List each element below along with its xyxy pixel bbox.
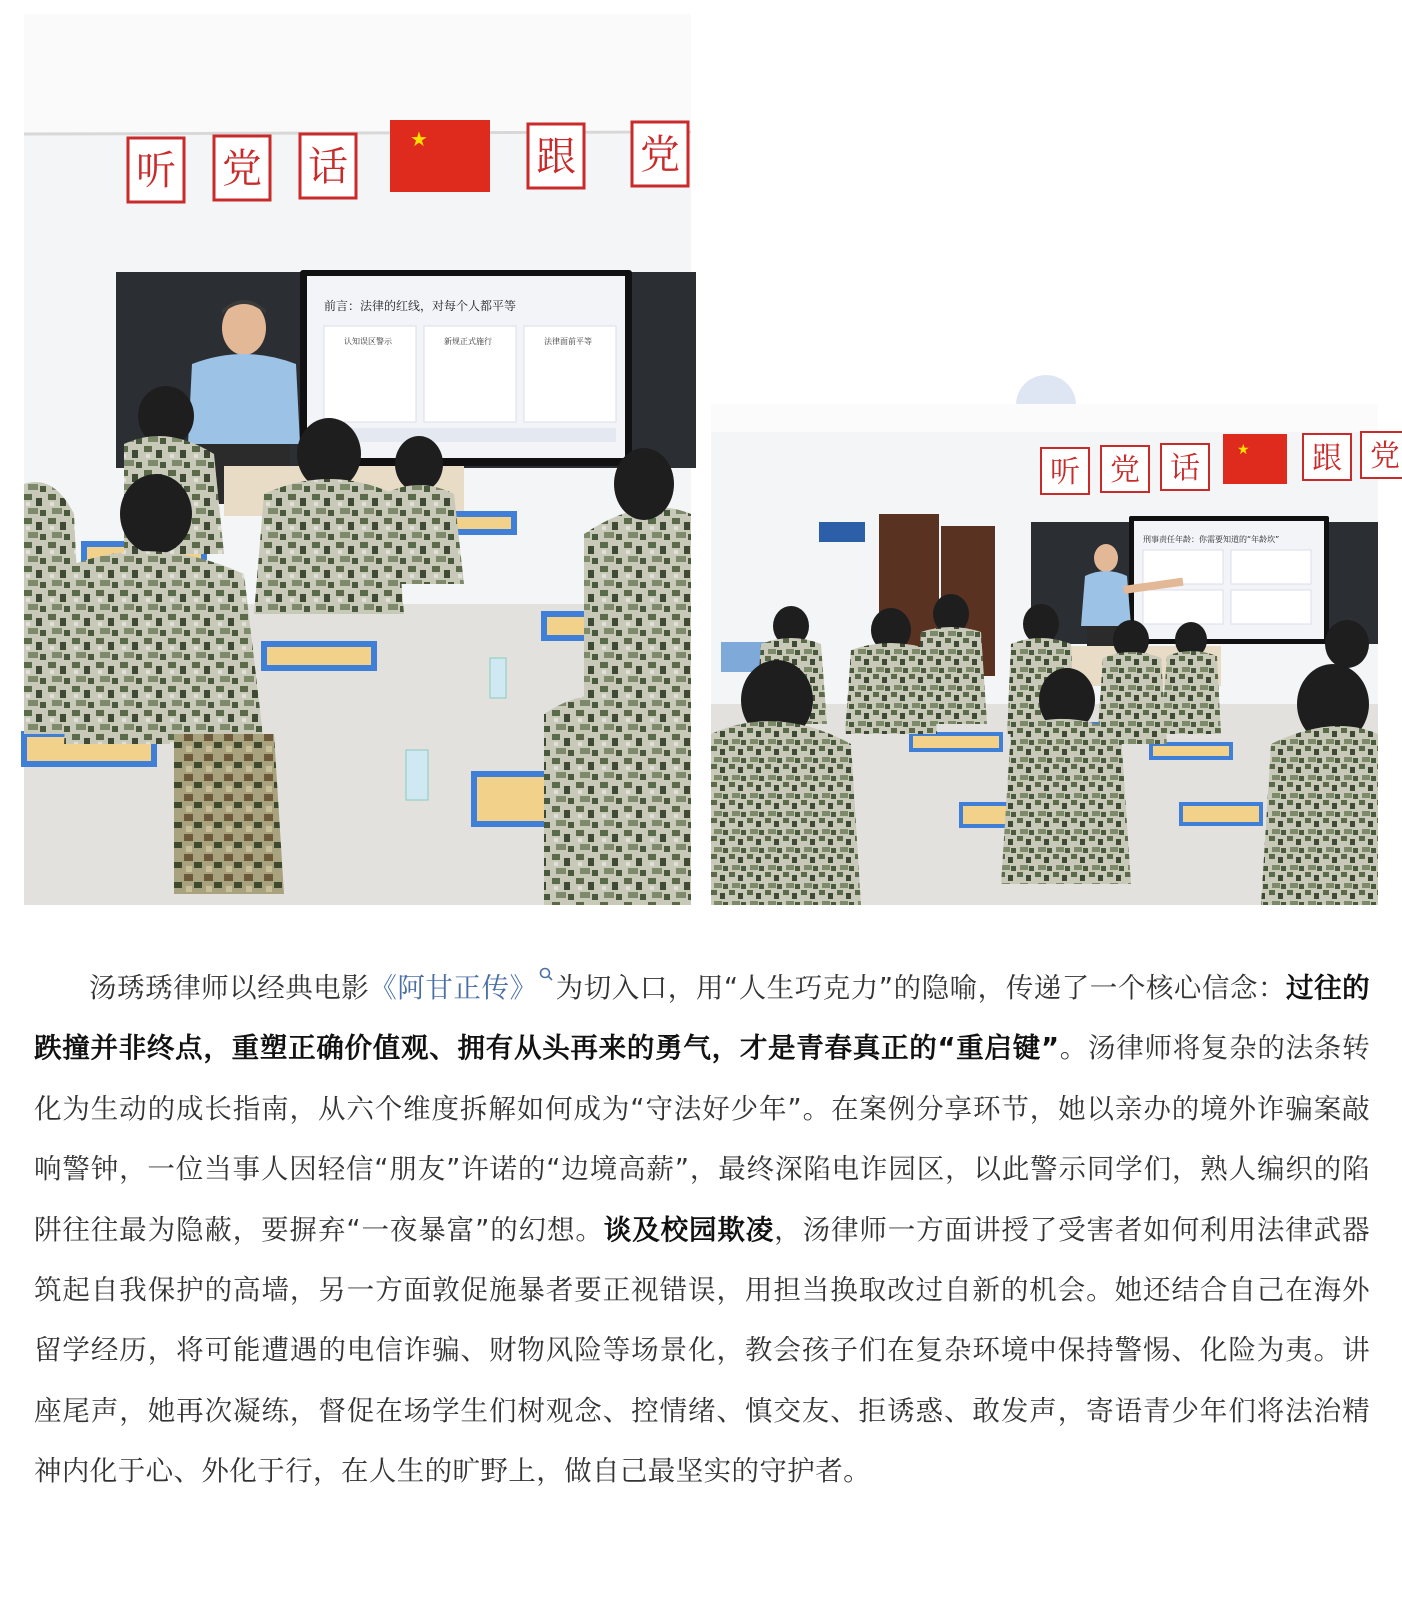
banner-char-5: 党 [640, 132, 680, 178]
article-text-1: 汤琇琇律师以经典电影 [89, 972, 370, 1004]
search-icon[interactable] [538, 966, 556, 984]
slide-card-2: 新规正式施行 [444, 337, 492, 346]
banner-char-1: 听 [136, 148, 176, 194]
slide-title: 前言：法律的红线，对每个人都平等 [324, 299, 517, 313]
article-body [34, 958, 1370, 1502]
classroom-photo-right [711, 404, 1400, 905]
classroom-photo-left [24, 14, 691, 905]
article-bold-1: 过往的跌撞并非终点，重塑正确价值观、拥有从头再来的勇气，才是青春真正的“重启键” [34, 972, 1371, 1065]
banner-char-5: 党 [1370, 439, 1400, 474]
article-bold-2: 谈及校园欺凌 [603, 1213, 775, 1246]
slide-card-1: 认知误区警示 [344, 337, 392, 346]
slide-title: 刑事责任年龄：你需要知道的“年龄坎” [1143, 535, 1280, 544]
banner-char-4: 跟 [1312, 441, 1342, 476]
article-text-3: 。汤律师将复杂的法条转化为生动的成长指南，从六个维度拆解如何成为“守法好少年”。在案例分享环节，她以亲办的境外诈骗案敲响警钟，一位当事人因轻信“朋友”许诺的“边境高薪”，最终深陷电诈园区，以此警示同学们，熟人编织的陷阱往往最为隐蔽，要摒弃“一夜暴富”的幻想。 [34, 1032, 1370, 1246]
article-text-2: 为切入口，用“人生巧克力”的隐喻，传递了一个核心信念： [555, 972, 1287, 1004]
svg-text:★: ★ [410, 127, 428, 151]
banner-char-1: 听 [1050, 455, 1080, 490]
svg-text:★: ★ [1237, 442, 1250, 458]
article-paragraph [34, 958, 1370, 1502]
presentation-screen [1129, 516, 1329, 644]
banner-char-2: 党 [222, 146, 262, 192]
article-text-4: ，汤律师一方面讲授了受害者如何利用法律武器筑起自我保护的高墙，另一方面敦促施暴者要正视错误，用担当换取改过自新的机会。她还结合自己在海外留学经历，将可能遭遇的电信诈骗、财物风险等场景化，教会孩子们在复杂环境中保持警惕、化险为夷。讲座尾声，她再次凝练，督促在场学生们树观念、控情绪、慎交友、拒诱惑、敢发声，寄语青少年们将法治精神内化于心、外化于行，在人生的旷野上，做自己最坚实的守护者。 [34, 1213, 1370, 1488]
banner-char-2: 党 [1110, 453, 1140, 488]
slide-card-3: 法律面前平等 [544, 337, 592, 346]
banner-char-3: 话 [1170, 451, 1200, 486]
banner-char-3: 话 [308, 144, 348, 190]
movie-link[interactable]: 《阿甘正传》 [369, 972, 538, 1004]
banner-char-4: 跟 [536, 134, 576, 180]
